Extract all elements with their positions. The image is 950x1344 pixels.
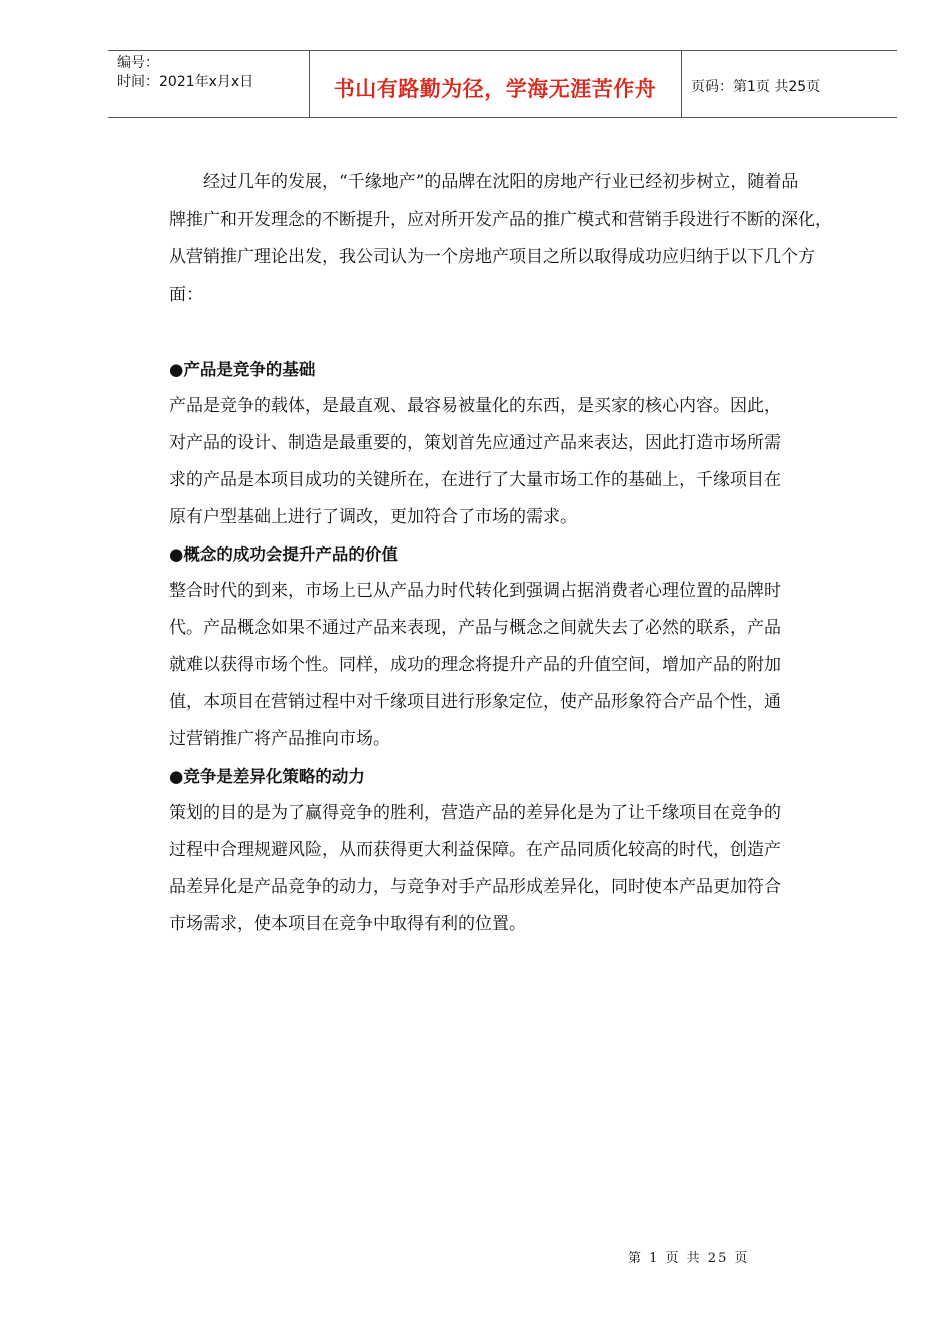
header-page-info: 页码：第1页 共25页	[691, 79, 821, 95]
document-number-label: 编号：	[117, 55, 159, 71]
paragraph-line: 面：	[169, 284, 203, 305]
section-product	[169, 351, 885, 536]
section-heading: ●概念的成功会提升产品的价值	[169, 545, 398, 564]
intro-paragraph	[169, 164, 885, 314]
paragraph-line: 求的产品是本项目成功的关键所在，在进行了大量市场工作的基础上，千缘项目在	[169, 470, 781, 490]
paragraph-line: 策划的目的是为了赢得竞争的胜利，营造产品的差异化是为了让千缘项目在竞争的	[169, 803, 781, 823]
paragraph-line: 市场需求，使本项目在竞争中取得有利的位置。	[169, 914, 526, 934]
section-text	[169, 573, 885, 758]
paragraph-line: 值，本项目在营销过程中对千缘项目进行形象定位，使产品形象符合产品个性，通	[169, 692, 781, 712]
document-time-label: 时间：2021年x月x日	[117, 74, 254, 90]
paragraph-line: 原有户型基础上进行了调改，更加符合了市场的需求。	[169, 507, 577, 527]
paragraph-line: 品差异化是产品竞争的动力，与竞争对手产品形成差异化，同时使本产品更加符合	[169, 877, 781, 897]
section-competition	[169, 758, 885, 943]
section-heading: ●产品是竞争的基础	[169, 360, 316, 379]
paragraph-line: 产品是竞争的载体，是最直观、最容易被量化的东西，是买家的核心内容。因此，	[169, 396, 781, 416]
paragraph-line: 整合时代的到来，市场上已从产品力时代转化到强调占据消费者心理位置的品牌时	[169, 581, 781, 601]
section-concept	[169, 536, 885, 758]
page-header	[108, 50, 897, 118]
paragraph-line: 对产品的设计、制造是最重要的，策划首先应通过产品来表达，因此打造市场所需	[169, 433, 781, 453]
paragraph-line: 就难以获得市场个性。同样，成功的理念将提升产品的升值空间，增加产品的附加	[169, 655, 781, 675]
paragraph-line: 牌推广和开发理念的不断提升，应对所开发产品的推广模式和营销手段进行不断的深化，	[169, 209, 832, 230]
paragraph-line: 从营销推广理论出发，我公司认为一个房地产项目之所以取得成功应归纳于以下几个方	[169, 247, 815, 267]
header-meta	[117, 54, 253, 92]
section-text	[169, 795, 885, 943]
header-motto: 书山有路勤为径，学海无涯苦作舟	[333, 77, 657, 101]
paragraph-line: 经过几年的发展，“千缘地产”的品牌在沈阳的房地产行业已经初步树立，随着品	[169, 172, 799, 192]
paragraph-line: 过营销推广将产品推向市场。	[169, 729, 390, 749]
header-divider	[681, 51, 682, 118]
document-body	[169, 164, 885, 943]
paragraph-line: 代。产品概念如果不通过产品来表现，产品与概念之间就失去了必然的联系，产品	[169, 618, 781, 638]
page-footer: 第 1 页 共 25 页	[628, 1251, 750, 1266]
paragraph-line: 过程中合理规避风险，从而获得更大利益保障。在产品同质化较高的时代，创造产	[169, 840, 781, 860]
section-text	[169, 388, 885, 536]
section-heading: ●竞争是差异化策略的动力	[169, 767, 365, 786]
